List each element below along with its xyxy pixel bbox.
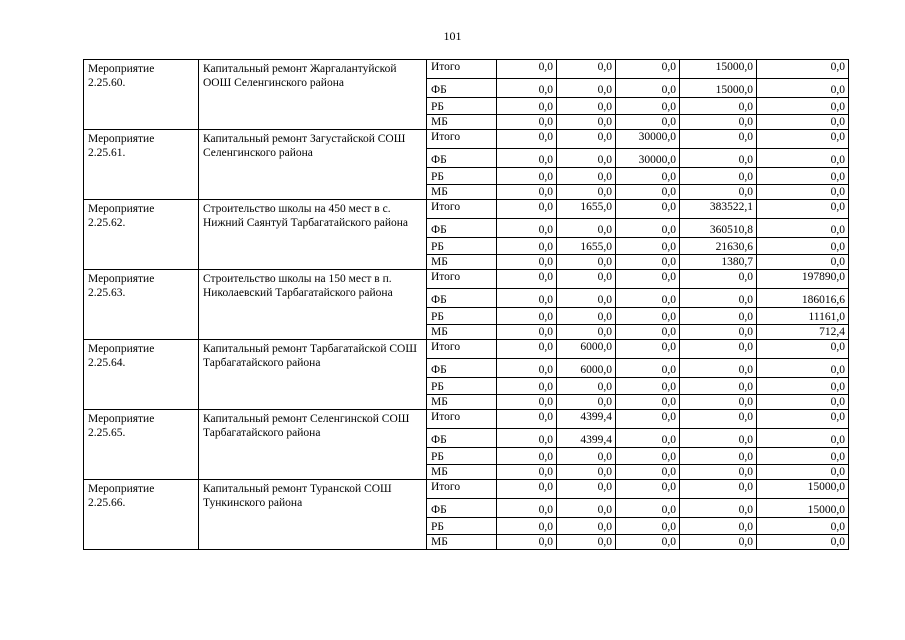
amount-cell: 1655,0 [557, 238, 616, 255]
funding-source: МБ [427, 535, 497, 550]
funding-source: РБ [427, 518, 497, 535]
funding-source: РБ [427, 378, 497, 395]
amount-cell: 0,0 [497, 535, 557, 550]
amount-cell: 0,0 [680, 168, 757, 185]
amount-cell: 0,0 [757, 149, 849, 168]
amount-cell: 0,0 [616, 378, 680, 395]
funding-source: ФБ [427, 429, 497, 448]
amount-cell: 0,0 [557, 79, 616, 98]
amount-cell: 0,0 [757, 168, 849, 185]
amount-cell: 0,0 [616, 115, 680, 130]
amount-cell: 0,0 [757, 378, 849, 395]
amount-cell: 0,0 [497, 168, 557, 185]
amount-cell: 0,0 [616, 168, 680, 185]
event-title: Капитальный ремонт Тарбагатайской СОШ Тарбагатайского района [199, 340, 427, 410]
event-code: Мероприятие 2.25.61. [84, 130, 199, 200]
amount-cell: 0,0 [616, 255, 680, 270]
amount-cell: 30000,0 [616, 149, 680, 168]
amount-cell: 0,0 [757, 518, 849, 535]
amount-cell: 197890,0 [757, 270, 849, 289]
amount-cell: 0,0 [680, 429, 757, 448]
amount-cell: 15000,0 [757, 499, 849, 518]
funding-source: Итого [427, 270, 497, 289]
amount-cell: 0,0 [497, 200, 557, 219]
event-code: Мероприятие 2.25.63. [84, 270, 199, 340]
amount-cell: 0,0 [616, 200, 680, 219]
amount-cell: 1655,0 [557, 200, 616, 219]
funding-source: РБ [427, 168, 497, 185]
event-code: Мероприятие 2.25.65. [84, 410, 199, 480]
amount-cell: 4399,4 [557, 429, 616, 448]
amount-cell: 0,0 [616, 359, 680, 378]
amount-cell: 0,0 [680, 395, 757, 410]
amount-cell: 0,0 [680, 325, 757, 340]
event-title: Строительство школы на 450 мест в с. Нижний Саянтуй Тарбагатайского района [199, 200, 427, 270]
amount-cell: 0,0 [757, 395, 849, 410]
amount-cell: 0,0 [757, 79, 849, 98]
amount-cell: 0,0 [557, 535, 616, 550]
amount-cell: 0,0 [680, 115, 757, 130]
amount-cell: 0,0 [497, 359, 557, 378]
funding-source: ФБ [427, 149, 497, 168]
amount-cell: 21630,6 [680, 238, 757, 255]
amount-cell: 0,0 [757, 410, 849, 429]
amount-cell: 0,0 [616, 518, 680, 535]
amount-cell: 0,0 [757, 465, 849, 480]
amount-cell: 0,0 [680, 308, 757, 325]
amount-cell: 4399,4 [557, 410, 616, 429]
table-row [84, 200, 849, 219]
table-row [84, 270, 849, 289]
amount-cell: 0,0 [497, 130, 557, 149]
event-title: Капитальный ремонт Жаргалантуйской ООШ Селенгинского района [199, 60, 427, 130]
amount-cell: 0,0 [616, 395, 680, 410]
amount-cell: 0,0 [497, 378, 557, 395]
amount-cell: 0,0 [680, 340, 757, 359]
amount-cell: 0,0 [616, 480, 680, 499]
amount-cell: 15000,0 [757, 480, 849, 499]
amount-cell: 0,0 [497, 308, 557, 325]
amount-cell: 0,0 [757, 98, 849, 115]
amount-cell: 0,0 [680, 480, 757, 499]
funding-source: Итого [427, 130, 497, 149]
amount-cell: 0,0 [497, 238, 557, 255]
amount-cell: 0,0 [757, 115, 849, 130]
amount-cell: 0,0 [557, 395, 616, 410]
amount-cell: 0,0 [616, 465, 680, 480]
event-title: Капитальный ремонт Туранской СОШ Тункинского района [199, 480, 427, 550]
amount-cell: 0,0 [557, 480, 616, 499]
amount-cell: 0,0 [497, 395, 557, 410]
amount-cell: 1380,7 [680, 255, 757, 270]
funding-source: МБ [427, 115, 497, 130]
amount-cell: 0,0 [616, 219, 680, 238]
table-row [84, 410, 849, 429]
funding-source: ФБ [427, 289, 497, 308]
amount-cell: 0,0 [497, 518, 557, 535]
amount-cell: 0,0 [757, 340, 849, 359]
amount-cell: 0,0 [757, 200, 849, 219]
event-code: Мероприятие 2.25.64. [84, 340, 199, 410]
amount-cell: 0,0 [557, 308, 616, 325]
amount-cell: 0,0 [557, 465, 616, 480]
amount-cell: 0,0 [557, 185, 616, 200]
amount-cell: 712,4 [757, 325, 849, 340]
event-title: Капитальный ремонт Загустайской СОШ Селенгинского района [199, 130, 427, 200]
funding-source: РБ [427, 448, 497, 465]
amount-cell: 0,0 [757, 219, 849, 238]
event-code: Мероприятие 2.25.60. [84, 60, 199, 130]
funding-source: Итого [427, 340, 497, 359]
amount-cell: 0,0 [757, 448, 849, 465]
amount-cell: 0,0 [680, 130, 757, 149]
amount-cell: 0,0 [757, 130, 849, 149]
amount-cell: 0,0 [616, 448, 680, 465]
funding-source: МБ [427, 395, 497, 410]
amount-cell: 0,0 [557, 448, 616, 465]
amount-cell: 0,0 [680, 378, 757, 395]
amount-cell: 0,0 [616, 535, 680, 550]
funding-source: Итого [427, 60, 497, 79]
amount-cell: 0,0 [497, 499, 557, 518]
amount-cell: 0,0 [680, 98, 757, 115]
amount-cell: 0,0 [757, 429, 849, 448]
amount-cell: 0,0 [757, 60, 849, 79]
funding-source: РБ [427, 308, 497, 325]
funding-source: МБ [427, 185, 497, 200]
amount-cell: 0,0 [557, 115, 616, 130]
amount-cell: 0,0 [757, 238, 849, 255]
amount-cell: 0,0 [557, 130, 616, 149]
amount-cell: 0,0 [497, 325, 557, 340]
amount-cell: 0,0 [557, 289, 616, 308]
amount-cell: 383522,1 [680, 200, 757, 219]
funding-source: ФБ [427, 499, 497, 518]
amount-cell: 186016,6 [757, 289, 849, 308]
amount-cell: 15000,0 [680, 79, 757, 98]
amount-cell: 0,0 [680, 465, 757, 480]
amount-cell: 0,0 [757, 255, 849, 270]
table-row [84, 130, 849, 149]
amount-cell: 0,0 [757, 359, 849, 378]
amount-cell: 0,0 [616, 185, 680, 200]
amount-cell: 0,0 [616, 98, 680, 115]
amount-cell: 0,0 [680, 410, 757, 429]
amount-cell: 0,0 [616, 79, 680, 98]
amount-cell: 0,0 [557, 378, 616, 395]
amount-cell: 0,0 [616, 340, 680, 359]
amount-cell: 0,0 [557, 98, 616, 115]
amount-cell: 0,0 [497, 270, 557, 289]
event-title: Капитальный ремонт Селенгинской СОШ Тарбагатайского района [199, 410, 427, 480]
amount-cell: 0,0 [680, 499, 757, 518]
amount-cell: 0,0 [616, 270, 680, 289]
amount-cell: 0,0 [497, 185, 557, 200]
amount-cell: 0,0 [497, 289, 557, 308]
amount-cell: 0,0 [557, 149, 616, 168]
amount-cell: 0,0 [557, 499, 616, 518]
amount-cell: 0,0 [616, 429, 680, 448]
amount-cell: 0,0 [680, 448, 757, 465]
amount-cell: 15000,0 [680, 60, 757, 79]
amount-cell: 0,0 [680, 270, 757, 289]
amount-cell: 0,0 [557, 219, 616, 238]
funding-source: МБ [427, 465, 497, 480]
amount-cell: 0,0 [757, 535, 849, 550]
amount-cell: 0,0 [616, 289, 680, 308]
amount-cell: 0,0 [616, 308, 680, 325]
table-row [84, 340, 849, 359]
amount-cell: 0,0 [616, 60, 680, 79]
amount-cell: 0,0 [680, 518, 757, 535]
amount-cell: 0,0 [497, 115, 557, 130]
amount-cell: 6000,0 [557, 340, 616, 359]
event-title: Строительство школы на 150 мест в п. Николаевский Тарбагатайского района [199, 270, 427, 340]
amount-cell: 360510,8 [680, 219, 757, 238]
funding-source: ФБ [427, 79, 497, 98]
budget-table [83, 59, 849, 550]
amount-cell: 0,0 [497, 149, 557, 168]
funding-source: ФБ [427, 359, 497, 378]
amount-cell: 30000,0 [616, 130, 680, 149]
funding-source: Итого [427, 410, 497, 429]
amount-cell: 6000,0 [557, 359, 616, 378]
event-code: Мероприятие 2.25.66. [84, 480, 199, 550]
amount-cell: 0,0 [497, 410, 557, 429]
amount-cell: 0,0 [497, 98, 557, 115]
funding-source: Итого [427, 200, 497, 219]
amount-cell: 0,0 [497, 480, 557, 499]
amount-cell: 0,0 [680, 289, 757, 308]
funding-source: МБ [427, 255, 497, 270]
amount-cell: 0,0 [497, 79, 557, 98]
page-number: 101 [443, 29, 462, 43]
amount-cell: 0,0 [497, 60, 557, 79]
amount-cell: 0,0 [497, 429, 557, 448]
amount-cell: 0,0 [497, 448, 557, 465]
event-code: Мероприятие 2.25.62. [84, 200, 199, 270]
amount-cell: 0,0 [757, 185, 849, 200]
amount-cell: 0,0 [680, 185, 757, 200]
funding-source: МБ [427, 325, 497, 340]
amount-cell: 0,0 [557, 270, 616, 289]
amount-cell: 0,0 [497, 219, 557, 238]
amount-cell: 11161,0 [757, 308, 849, 325]
amount-cell: 0,0 [557, 518, 616, 535]
amount-cell: 0,0 [557, 168, 616, 185]
amount-cell: 0,0 [616, 410, 680, 429]
amount-cell: 0,0 [680, 149, 757, 168]
amount-cell: 0,0 [616, 238, 680, 255]
amount-cell: 0,0 [680, 535, 757, 550]
funding-source: Итого [427, 480, 497, 499]
table-row [84, 480, 849, 499]
amount-cell: 0,0 [497, 255, 557, 270]
funding-source: РБ [427, 238, 497, 255]
amount-cell: 0,0 [557, 60, 616, 79]
amount-cell: 0,0 [616, 499, 680, 518]
funding-source: ФБ [427, 219, 497, 238]
funding-source: РБ [427, 98, 497, 115]
amount-cell: 0,0 [557, 255, 616, 270]
amount-cell: 0,0 [497, 340, 557, 359]
amount-cell: 0,0 [616, 325, 680, 340]
amount-cell: 0,0 [680, 359, 757, 378]
amount-cell: 0,0 [557, 325, 616, 340]
amount-cell: 0,0 [497, 465, 557, 480]
table-row [84, 60, 849, 79]
